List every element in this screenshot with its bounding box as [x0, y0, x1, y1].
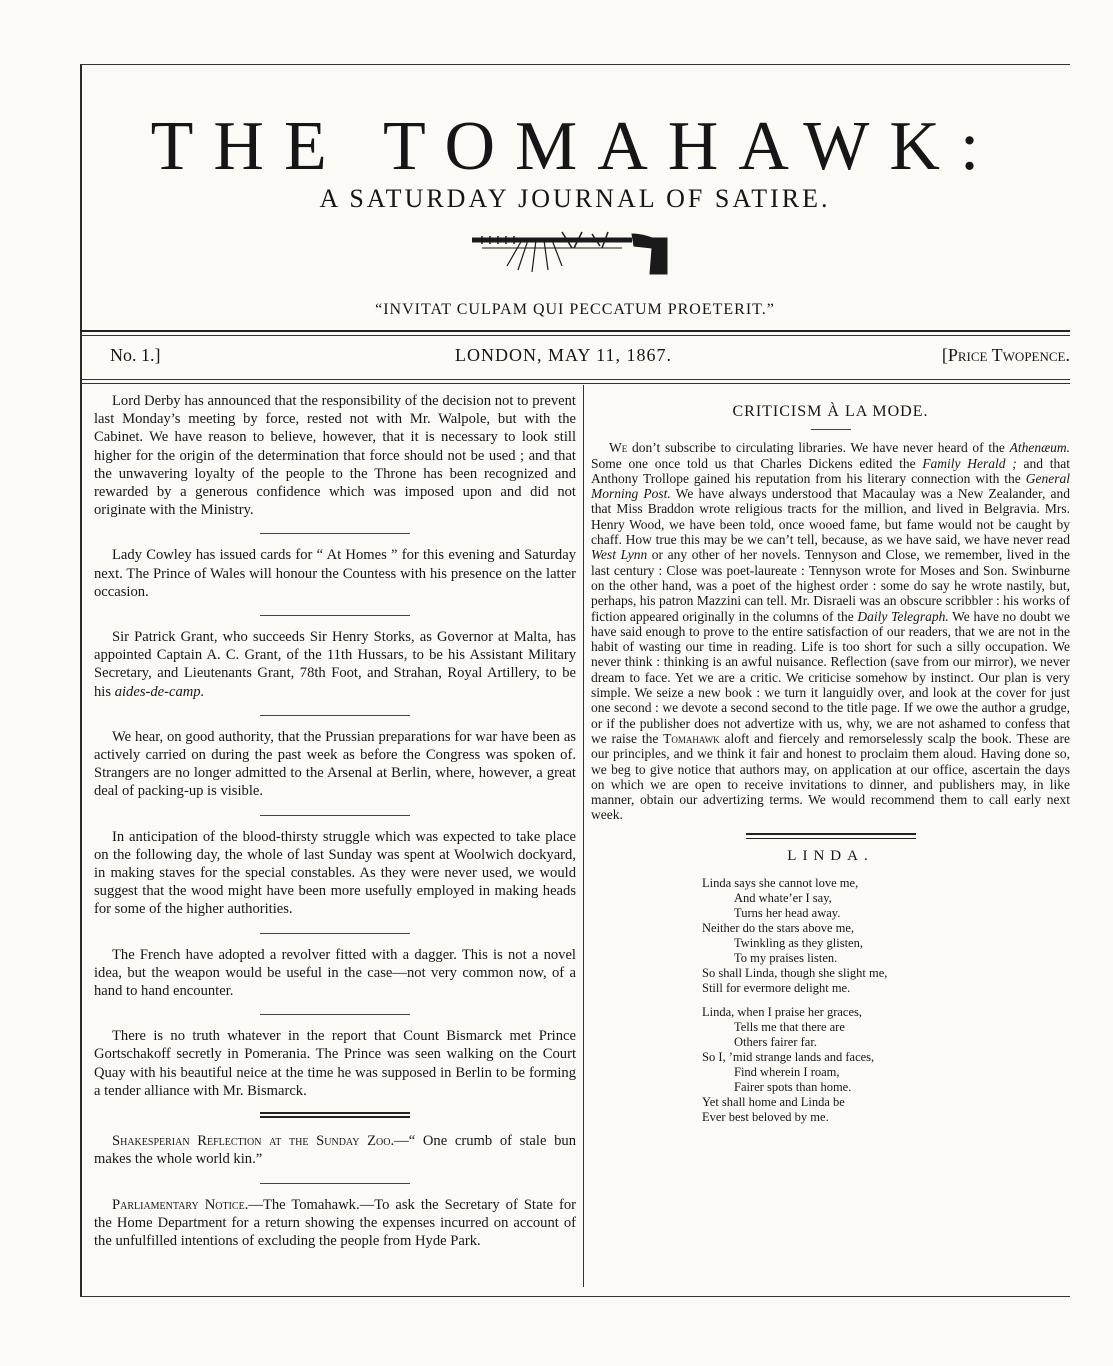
criticism-text — [591, 440, 1070, 822]
grant-text: Sir Patrick Grant, who succeeds Sir Henry Storks, as Governor at Malta, has appointed Captain A. C. Grant, of the 11th Hussars, to be his Assistant Military Secretary, and Lieutenants Grant, 78th Foot, and Strahan, Royal Artillery, to be his — [94, 629, 576, 700]
zoo-heading: Shakesperian Reflection at the Sunday Zoo. — [112, 1133, 395, 1150]
poem-line: Neither do the stars above me, — [702, 921, 855, 936]
stanza-1 — [702, 876, 1070, 996]
issue-price: [Price Twopence. — [941, 345, 1070, 365]
issue-line — [110, 345, 1070, 371]
stanza-2 — [702, 1005, 1070, 1125]
linda-poem — [702, 876, 1070, 1125]
poem-line: Twinkling as they glisten, — [734, 936, 863, 951]
zoo-body: —“ One crumb of stale bun makes the whole world kin.” — [94, 1133, 576, 1168]
paragraph-grant — [94, 628, 576, 701]
motto: “INVITAT CULPAM QUI PECCATUM PROETERIT.” — [375, 301, 775, 318]
poem-line: Others fairer far. — [734, 1035, 817, 1050]
notice-heading: Parliamentary Notice. — [112, 1196, 249, 1213]
criticism-run: don’t subscribe to circulating libraries. We have never heard of the — [627, 440, 1010, 456]
paragraph-derby: Lord Derby has announced that the responsibility of the decision not to prevent last Monday’s meeting by force, rested not with Mr. Walpole, but with the Cabinet. We have reason to believe, however, that it is necessary to look still higher for the origin of the determination that force should not be used ; and that the unwavering loyalty of the people to the Throne has been recognized and rewarded by a generous confidence which was imposed upon and did not originate with the Ministry. — [94, 393, 576, 519]
title-daily-telegraph: Daily Telegraph. — [857, 608, 949, 624]
top-rule — [80, 64, 1070, 65]
criticism-lead: We — [609, 440, 628, 456]
criticism-run: or any other of her novels. Tennyson and Close, we remember, lived in the last century : Close was poet-laureate : Tennyson wrote for Moses and Son. Swinburne on the other hand, was a poet of the highest order : some do say he wrote nastily, but, perhaps, his patron Mazzini can tell. Mr. Disraeli was an obscure scribbler : his works of fiction appeared originally in the columns of the — [591, 547, 1070, 624]
masthead-subtitle: A SATURDAY JOURNAL OF SATIRE. — [319, 184, 831, 213]
poem-line: Fairer spots than home. — [734, 1080, 852, 1095]
left-column — [94, 392, 576, 1250]
poem-line: Turns her head away. — [734, 906, 841, 921]
issue-rule-2 — [80, 383, 1070, 384]
criticism-run: and that Anthony Trollope gained his reputation from his literary connection with the — [591, 455, 1070, 486]
poem-line: Tells me that there are — [734, 1020, 845, 1035]
poem-line: Linda says she cannot love me, — [702, 876, 859, 891]
criticism-run: We have always understood that Macaulay was a New Zealander, and that Miss Braddon wrote religious tracts for the million, and lived in Belgravia. Mrs. Henry Wood, we have been told, once wooed fame, but fame would not be caught by chaff. How true this may be we can’t tell, because, as we have said, we have never read — [591, 486, 1070, 548]
divider — [260, 533, 410, 534]
linda-rules — [746, 833, 916, 839]
tomahawk-mention: Tomahawk — [663, 730, 720, 746]
bottom-rule — [80, 1296, 1070, 1297]
title-family-herald: Family Herald ; — [922, 455, 1017, 471]
paragraph-bismarck: There is no truth whatever in the report that Count Bismarck met Prince Gortschakoff secretly in Pomerania. The Prince was seen walking on the Court Quay with his beautiful neice at the time he was supposed in Berlin to be forming a tender alliance with Mr. Bismarck. — [94, 1028, 576, 1099]
poem-line: So shall Linda, though she slight me, — [702, 966, 888, 981]
grant-aides: aides-de-camp. — [114, 683, 205, 700]
paragraph-notice — [94, 1196, 576, 1251]
divider — [260, 815, 410, 816]
paragraph-prussian: We hear, on good authority, that the Prussian preparations for war have been as actively carried on during the past week as before the Congress was spoken of. Strangers are no longer admitted to the Arsenal at Berlin, where, however, a great deal of packing-up is visible. — [94, 728, 576, 800]
issue-rule-1 — [80, 379, 1070, 380]
notice-body: —The Tomahawk.—To ask the Secretary of State for the Home Department for a return showing the expenses incurred on account of the unfulfilled intentions of excluding the people from Hyde Park. — [94, 1196, 576, 1249]
paragraph-zoo — [94, 1132, 576, 1168]
issue-number: No. 1.] — [110, 345, 161, 365]
title-general-morning-post: General Morning Post. — [591, 470, 1070, 502]
paragraph-cowley: Lady Cowley has issued cards for “ At Homes ” for this evening and Saturday next. The Prince of Wales will honour the Countess with his presence on the latter occasion. — [94, 547, 576, 600]
paragraph-french: The French have adopted a revolver fitted with a dagger. This is not a novel idea, but the weapon would be useful in the case—not very common now, of a hand to hand encounter. — [94, 946, 576, 1000]
tomahawk-icon — [462, 226, 692, 286]
poem-line: Linda, when I praise her graces, — [702, 1005, 862, 1020]
divider — [260, 933, 410, 934]
criticism-rule — [811, 429, 851, 430]
criticism-title: CRITICISM À LA MODE. — [732, 403, 929, 420]
double-divider — [260, 1112, 410, 1118]
poem-line: Find wherein I roam, — [734, 1065, 840, 1080]
divider — [260, 1183, 410, 1184]
title-west-lynn: West Lynn — [591, 547, 648, 563]
divider — [260, 615, 410, 616]
issue-dateline: LONDON, MAY 11, 1867. — [455, 345, 673, 365]
column-divider — [583, 385, 584, 1287]
masthead-rule-1 — [80, 330, 1070, 332]
poem-line: Still for evermore delight me. — [702, 981, 851, 996]
poem-line: So I, ’mid strange lands and faces, — [702, 1050, 875, 1065]
divider — [260, 715, 410, 716]
masthead-rule-2 — [80, 335, 1070, 336]
poem-line: Ever best beloved by me. — [702, 1110, 829, 1125]
poem-line: Yet shall home and Linda be — [702, 1095, 845, 1110]
poem-line: And whate’er I say, — [734, 891, 832, 906]
paragraph-woolwich: In anticipation of the blood-thirsty struggle which was expected to take place on the following day, the whole of last Sunday was spent at Woolwich dockyard, in making staves for the special constables. As they were never used, we would suggest that the wood might have been more usefully employed in making heads for some of the higher authorities. — [94, 828, 576, 918]
criticism-run: Some one once told us that Charles Dickens edited the — [591, 455, 923, 471]
right-column — [591, 396, 1070, 1125]
criticism-run: We have no doubt we have said enough to prove to the entire satisfaction of our readers, that we are not in the habit of wasting our time in reading. Life is too short for such a silly occupation. We never think : thinking is an awful nuisance. Reflection (save from our mirror), we never dream to face. Yet we are a critic. We criticise somehow by instinct. Our plan is very simple. We seize a new book : we turn it languidly over, and look at the cover for just one second : we devote a second second to the title page. If we owe the author a grudge, or if the publisher does not advertize with us, why, we are not ashamed to confess that we raise the — [591, 608, 1070, 746]
masthead-title: THE TOMAHAWK: — [150, 108, 1000, 185]
poem-line: To my praises listen. — [734, 951, 838, 966]
divider — [260, 1014, 410, 1015]
linda-title: LINDA. — [787, 847, 874, 864]
title-athenaeum: Athenæum. — [1009, 440, 1070, 456]
stanza-gap — [702, 996, 1070, 1005]
criticism-run: aloft and fiercely and remorselessly scalp the book. These are our principles, and we think it fair and honest to proclaim them aloud. Having done so, we beg to give notice that authors may, on application at our office, ascertain the days on which we are open to receive invitations to dinner, and publishers may, in like manner, obtain our advertizing terms. We would recommend them to call early next week. — [591, 730, 1071, 823]
